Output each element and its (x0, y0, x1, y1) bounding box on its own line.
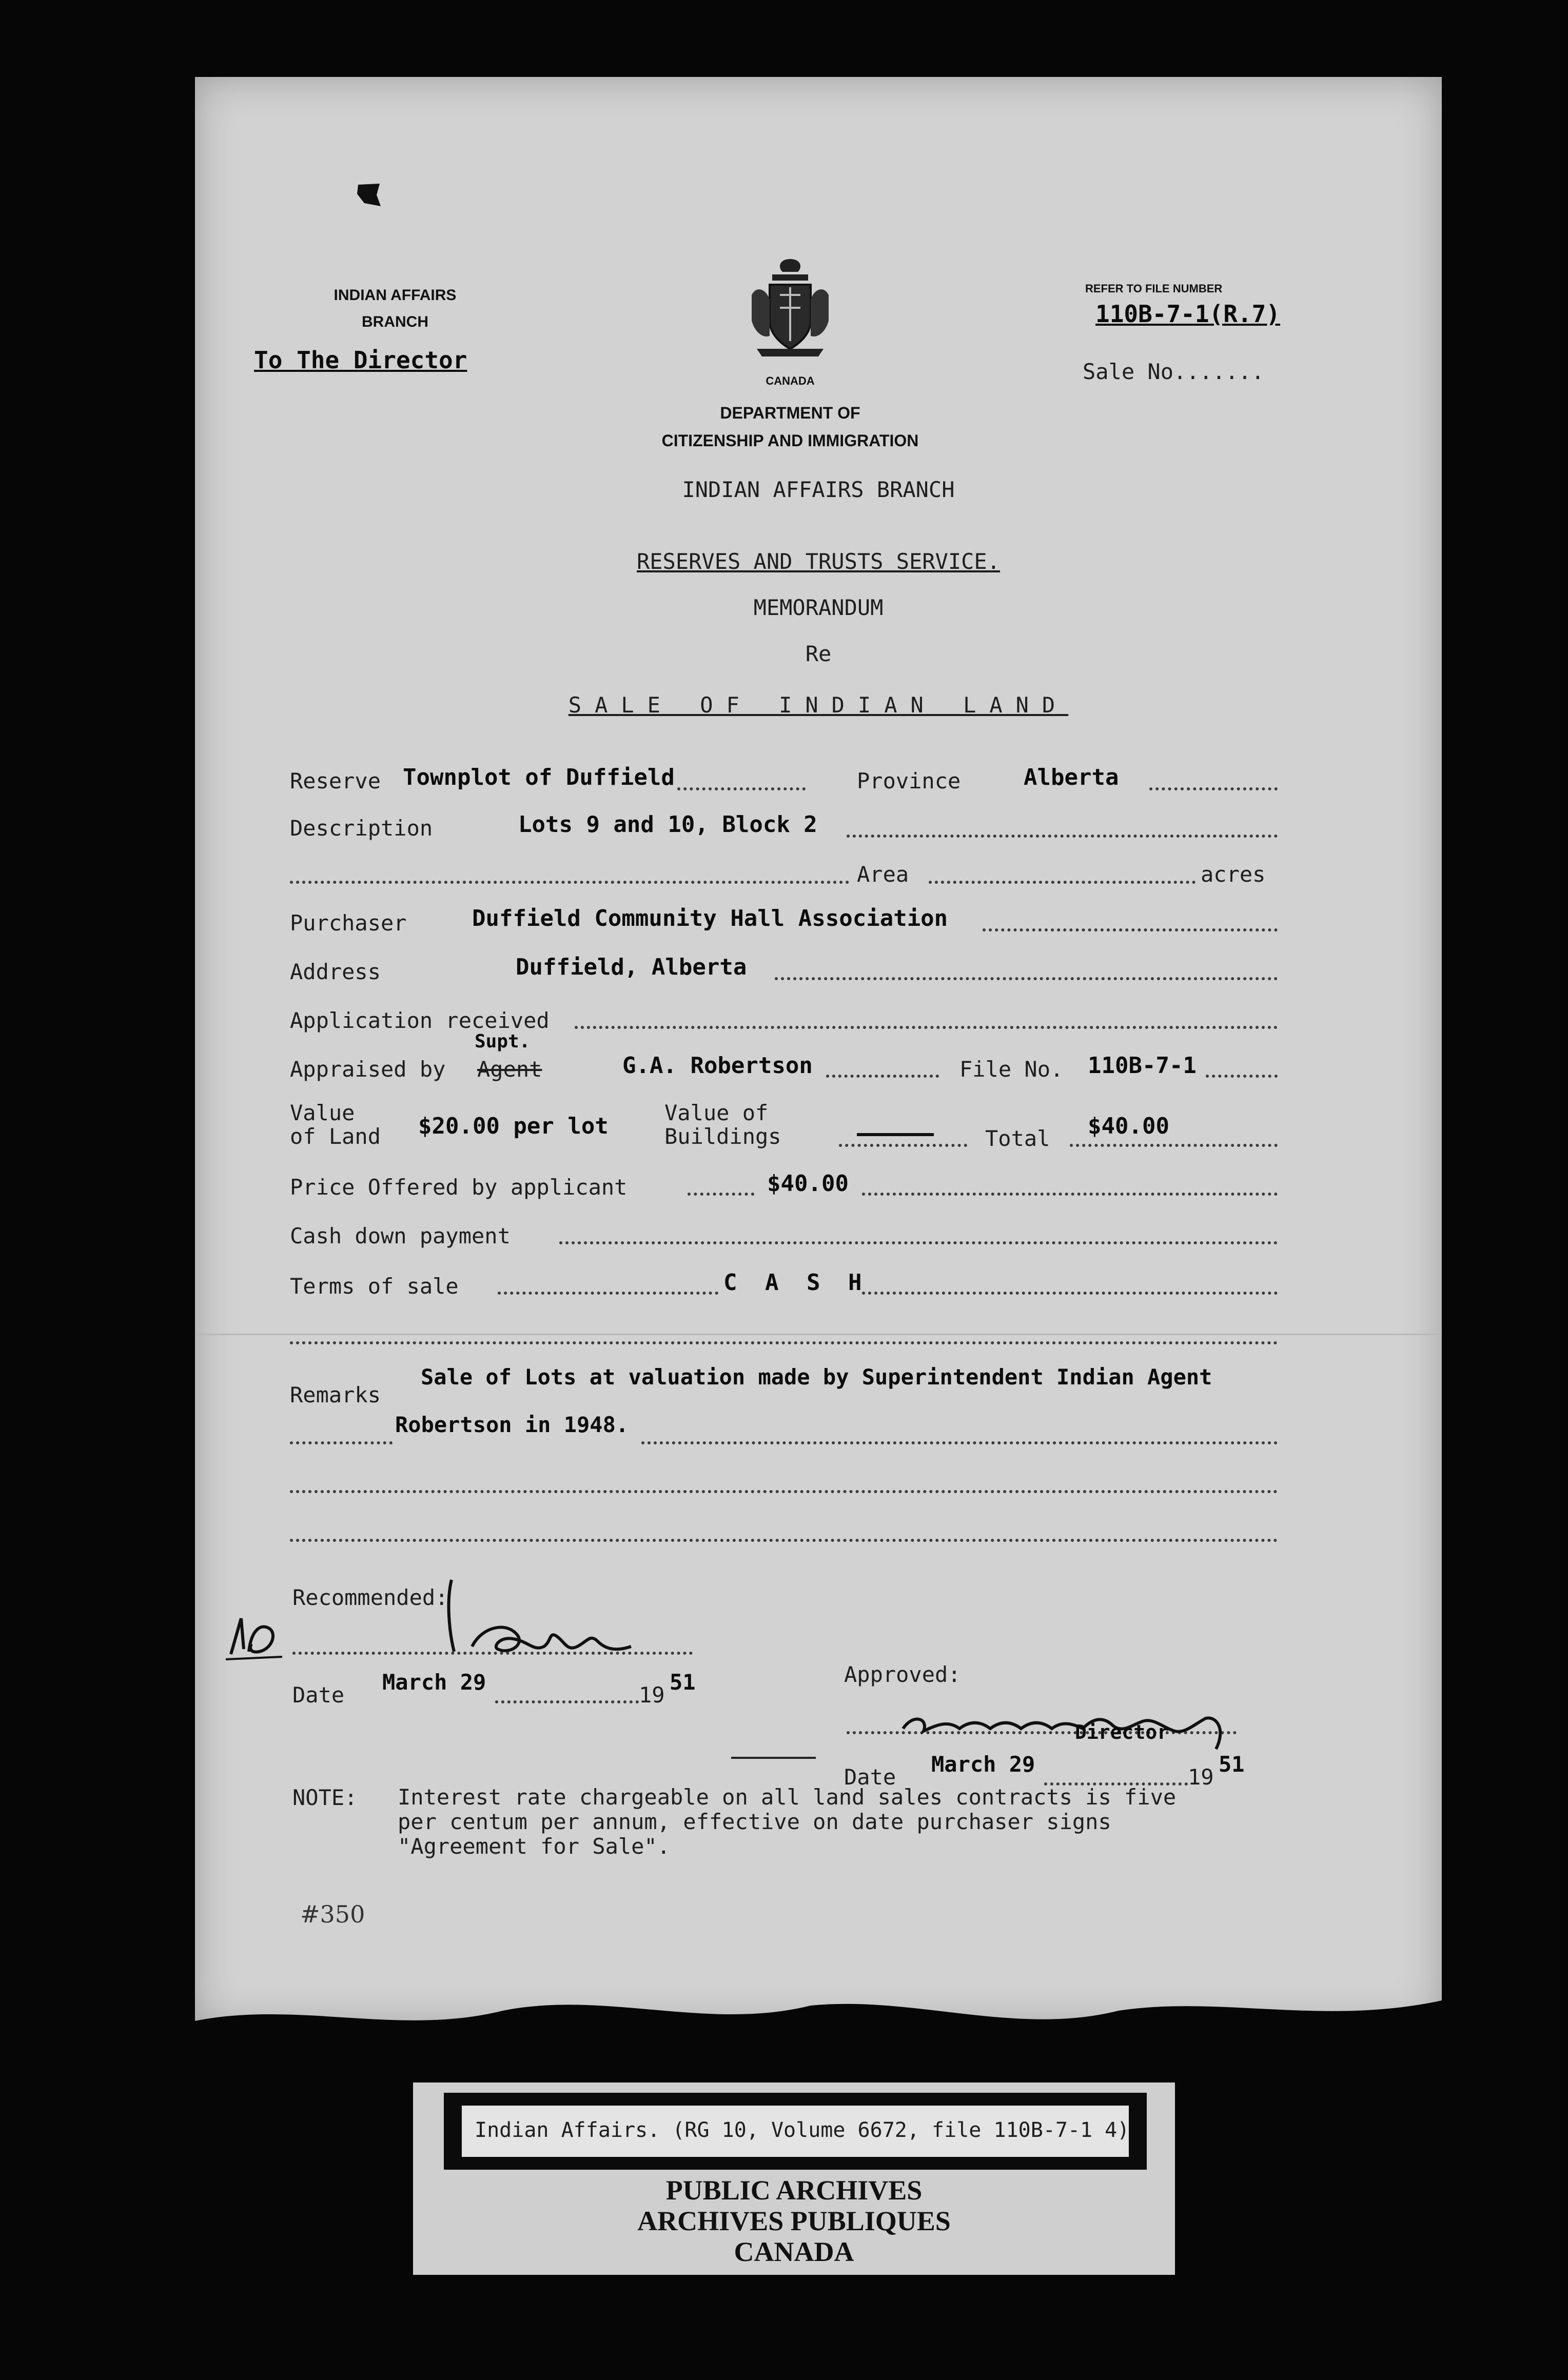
cash-down-label: Cash down payment (290, 1223, 511, 1248)
subject-title: SALE OF INDIAN LAND (568, 692, 1069, 718)
remarks-line2: Robertson in 1948. (395, 1412, 629, 1437)
note-line1: Interest rate chargeable on all land sales contracts is five (398, 1784, 1177, 1810)
description-label: Description (290, 816, 433, 841)
note-line2: per centum per annum, effective on date purchaser signs (398, 1809, 1111, 1834)
province-value: Alberta (1024, 764, 1119, 790)
address-label: Address (290, 959, 381, 984)
total-label: Total (985, 1126, 1050, 1151)
branch-title: INDIAN AFFAIRS BRANCH (682, 477, 955, 502)
recommended-label: Recommended: (292, 1585, 448, 1610)
note-line3: "Agreement for Sale". (398, 1834, 671, 1859)
purchaser-value: Duffield Community Hall Association (472, 905, 948, 931)
terms-label: Terms of sale (290, 1274, 459, 1299)
purchaser-label: Purchaser (290, 910, 407, 936)
crest-caption: CANADA (766, 374, 815, 387)
reserve-value: Townplot of Duffield (403, 764, 675, 790)
value-land-label-line1: Value (290, 1100, 355, 1125)
terms-value: C A S H (723, 1270, 869, 1296)
date-right-value: March 29 (931, 1752, 1035, 1777)
department-heading (631, 399, 949, 454)
remarks-line1: Sale of Lots at valuation made by Superintendent Indian Agent (421, 1364, 1212, 1390)
appraised-value: G.A. Robertson (622, 1053, 813, 1079)
buildings-dash (857, 1133, 934, 1136)
date-left-value: March 29 (382, 1670, 486, 1695)
note-label: NOTE: (292, 1785, 358, 1810)
year-left-prefix: 19 (639, 1682, 665, 1708)
branch-heading-line1: INDIAN AFFAIRS (334, 287, 457, 304)
file-no-value: 110B-7-1 (1088, 1053, 1197, 1079)
canada-crest-icon (741, 254, 839, 367)
appraised-inserted: Supt. (475, 1031, 531, 1052)
to-director-line: To The Director (254, 346, 467, 374)
department-line2: CITIZENSHIP AND IMMIGRATION (661, 431, 919, 450)
recommender-signature-icon (441, 1570, 657, 1672)
branch-heading-line2: BRANCH (362, 313, 428, 330)
application-label: Application received (290, 1008, 550, 1033)
value-land-label (290, 1101, 381, 1148)
date-right-label: Date (844, 1764, 896, 1790)
year-right-suffix: 51 (1219, 1752, 1245, 1777)
area-label: Area (857, 862, 909, 887)
description-value: Lots 9 and 10, Block 2 (518, 811, 817, 838)
re-line: Re (805, 641, 832, 666)
document-page (195, 77, 1442, 2026)
director-label: Director (1075, 1721, 1169, 1743)
approver-signature-icon (898, 1693, 1247, 1759)
remarks-label: Remarks (290, 1382, 381, 1407)
archive-label-card (413, 2082, 1175, 2275)
date-left-label: Date (292, 1682, 345, 1708)
separator-line (731, 1757, 816, 1759)
appraised-struck: Agent (477, 1057, 542, 1082)
torn-edge-icon (195, 1980, 1442, 2082)
note-text (398, 1785, 1176, 1859)
archive-reference: Indian Affairs. (RG 10, Volume 6672, file 110B-7-1 4) (475, 2118, 1130, 2142)
sale-number: Sale No....... (1083, 359, 1265, 384)
refer-to-file-label: REFER TO FILE NUMBER (1085, 282, 1223, 295)
year-left-suffix: 51 (670, 1670, 696, 1695)
handwritten-initials-icon (221, 1608, 287, 1664)
archive-name-line2: ARCHIVES PUBLIQUES (637, 2206, 951, 2236)
archive-name (413, 2175, 1175, 2267)
archive-name-line3: CANADA (734, 2236, 854, 2267)
value-buildings-label (664, 1101, 781, 1148)
value-land-label-line2: of Land (290, 1124, 381, 1149)
reserve-label: Reserve (290, 768, 381, 794)
province-label: Province (857, 768, 961, 794)
file-number: 110B-7-1(R.7) (1095, 300, 1281, 328)
address-value: Duffield, Alberta (516, 954, 747, 980)
branch-heading (313, 282, 477, 335)
total-value: $40.00 (1088, 1113, 1169, 1139)
price-offered-value: $40.00 (767, 1171, 849, 1197)
value-buildings-label-line1: Value of (664, 1100, 769, 1125)
ink-mark-icon (354, 180, 385, 210)
service-title: RESERVES AND TRUSTS SERVICE. (636, 549, 1000, 574)
handwritten-number: #350 (300, 1900, 365, 1928)
archive-name-line1: PUBLIC ARCHIVES (665, 2175, 923, 2206)
fold-line (195, 1334, 1442, 1335)
appraised-label: Appraised by (290, 1057, 446, 1082)
price-offered-label: Price Offered by applicant (290, 1175, 628, 1200)
value-land-value: $20.00 per lot (418, 1113, 609, 1139)
year-right-prefix: 19 (1188, 1764, 1214, 1790)
memorandum-title: MEMORANDUM (753, 595, 884, 620)
file-no-label: File No. (959, 1057, 1064, 1082)
department-line1: DEPARTMENT OF (720, 404, 860, 422)
approved-label: Approved: (844, 1662, 961, 1687)
value-buildings-label-line2: Buildings (664, 1124, 781, 1149)
acres-label: acres (1201, 862, 1266, 887)
